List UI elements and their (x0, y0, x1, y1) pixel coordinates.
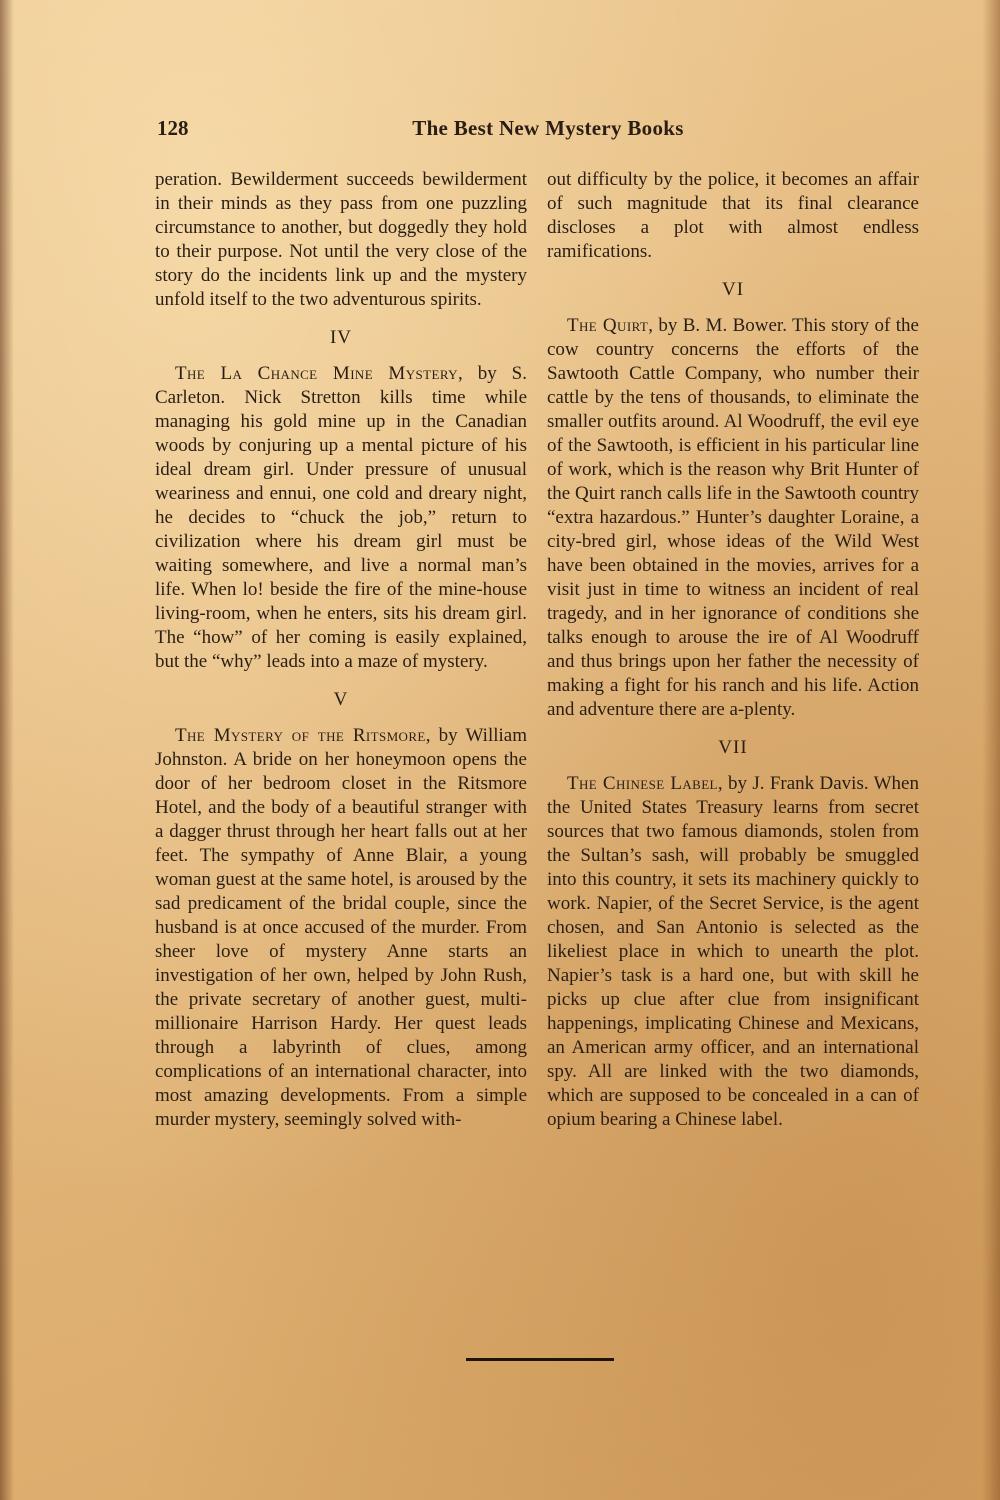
section-vii-paragraph (547, 772, 919, 1132)
page-header (157, 116, 927, 146)
book-summary: This story of the cow country concerns the efforts of the Sawtooth Cattle Company, who number their cattle by the tens of thousands, to eliminate the smaller outfits around. Al Woodruff, the evil eye of the Sawtooth, is efficient in his particular line of work, which is the reason why Brit Hunter of the Quirt ranch calls life in the Sawtooth country “extra hazardous.” Hunter’s daughter Loraine, a city-bred girl, whose ideas of the Wild West have been obtained in the movies, arrives for a visit just in time to witness an incident of real tragedy, and in her ignorance of conditions she talks enough to arouse the ire of Al Woodruff and thus brings upon her father the necessity of making a fight for his ranch and his life. Action and adventure there are a-plenty. (547, 315, 919, 720)
section-v-paragraph (155, 724, 527, 1132)
section-numeral-iv: IV (329, 327, 353, 348)
left-column (155, 168, 527, 1132)
book-title-the-chinese-label: The Chinese Label (567, 773, 718, 794)
section-iv-paragraph (155, 362, 527, 674)
continuation-paragraph: out difficulty by the police, it becomes an affair of such magnitude that its final clearance discloses a plot with almost endless ramifications. (547, 169, 919, 262)
book-byline: , by J. Frank Davis. (717, 773, 869, 794)
book-title-la-chance-mine-mystery: The La Chance Mine Mystery (175, 363, 458, 384)
section-numeral-vi: VI (721, 279, 745, 300)
page-left-edge-shadow (0, 0, 14, 1500)
book-summary: A bride on her honeymoon opens the door of her bedroom closet in the Ritsmore Hotel, and the body of a beautiful stranger with a dagger thrust through her heart falls out at her feet. The sympathy of Anne Blair, a young woman guest at the same hotel, is aroused by the sad predicament of the bridal couple, since the husband is at once accused of the murder. From sheer love of mystery Anne starts an investigation of her own, helped by John Rush, the private secretary of another guest, multi-millionaire Harrison Hardy. Her quest leads through a labyrinth of clues, among complications of an international character, into most amazing developments. From a simple murder mystery, seemingly solved with- (155, 749, 527, 1130)
book-title-the-quirt: The Quirt (567, 315, 649, 336)
book-summary: When the United States Treasury learns from secret sources that two famous diamonds, stolen from the Sultan’s sash, will probably be smuggled into this country, it sets its machinery quickly to work. Napier, of the Secret Service, is the agent chosen, and San Antonio is selected as the likeliest place in which to unearth the plot. Napier’s task is a hard one, but with skill he picks up clue after clue from insignificant happenings, implicating Chinese and Mexicans, an American army officer, and an international spy. All are linked with the two diamonds, which are supposed to be concealed in a can of opium bearing a Chinese label. (547, 773, 919, 1130)
section-vi-paragraph (547, 314, 919, 722)
page-right-edge-shadow (982, 0, 1000, 1500)
book-byline: , by William Johnston. (155, 725, 528, 770)
section-numeral-vii: VII (718, 737, 748, 758)
book-summary: Nick Stretton kills time while managing his gold mine up in the Canadian woods by conjuring up a mental picture of his ideal dream girl. Under pressure of unusual weariness and ennui, one cold and dreary night, he decides to “chuck the job,” return to civilization where his dream girl must be waiting somewhere, and live a normal man’s life. When lo! beside the fire of the mine-house living-room, when he enters, sits his dream girl. The “how” of her coming is easily explained, but the “why” leads into a maze of mystery. (155, 387, 527, 672)
page-number: 128 (157, 116, 189, 140)
right-column (547, 168, 919, 1132)
section-numeral-v: V (333, 689, 349, 710)
book-byline: , by S. Carleton. (155, 363, 527, 408)
book-byline: , by B. M. Bower. (648, 315, 787, 336)
end-rule (466, 1358, 614, 1361)
book-title-mystery-of-the-ritsmore: The Mystery of the Ritsmore (175, 725, 426, 746)
running-title: The Best New Mystery Books (412, 116, 684, 140)
continuation-paragraph: peration. Bewilderment succeeds bewilderment in their minds as they pass from one puzzling circumstance to another, but doggedly they hold to their purpose. Not until the very close of the story do the incidents link up and the mystery unfold itself to the two adventurous spirits. (155, 169, 527, 310)
